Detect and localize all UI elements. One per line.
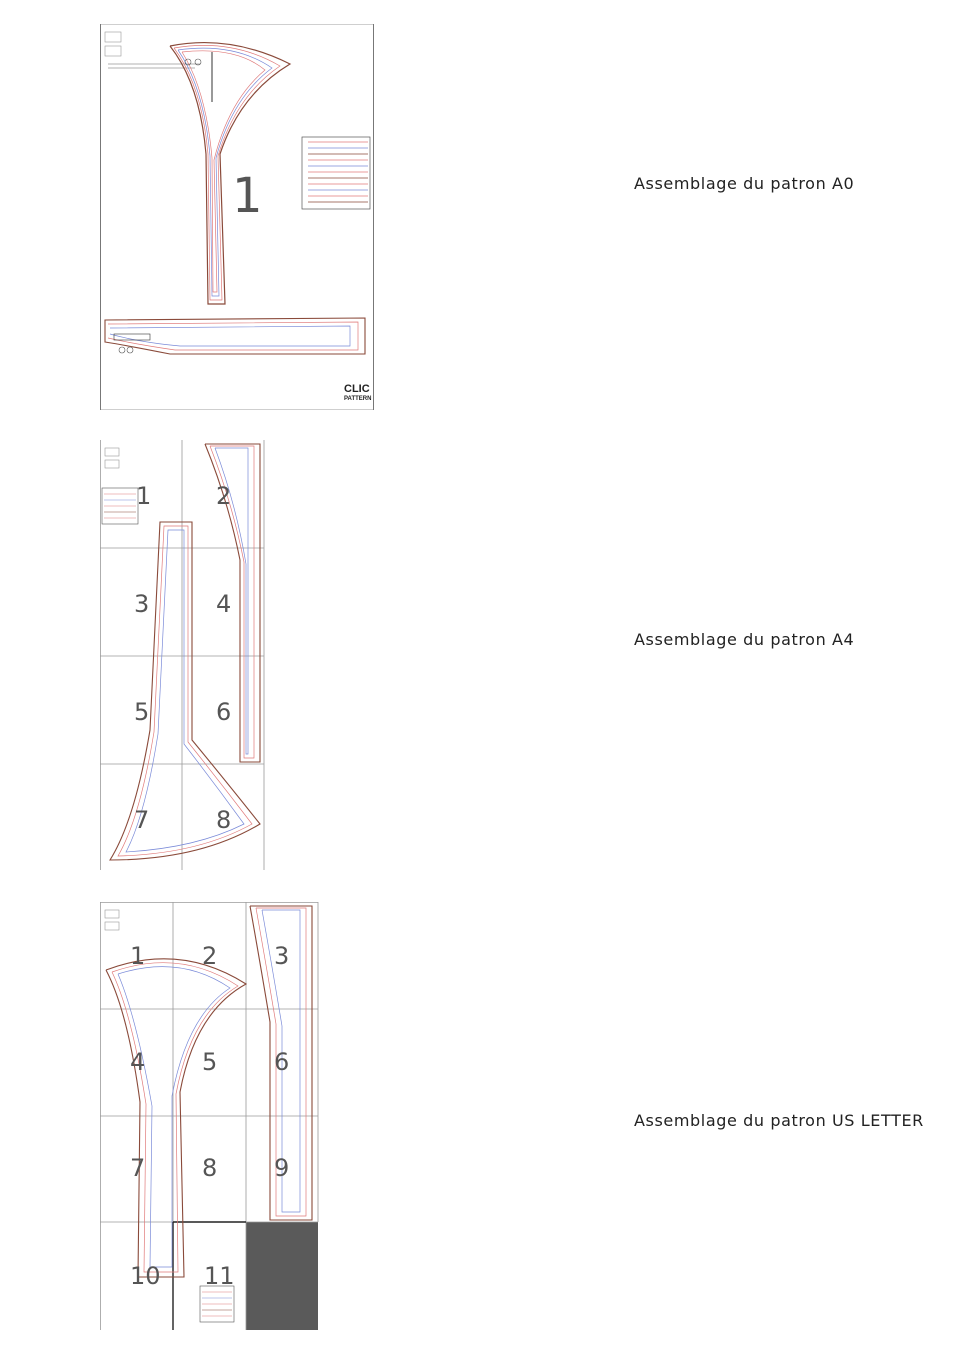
us-page-number-5: 5 [202, 1048, 218, 1076]
us-letter-pattern-sheet [100, 902, 320, 1332]
a0-pattern-drawing [100, 24, 374, 410]
us-page-number-11: 11 [204, 1262, 235, 1290]
caption-a4: Assemblage du patron A4 [634, 630, 855, 649]
a4-page-number-3: 3 [134, 590, 150, 618]
a4-pattern-sheet [100, 440, 270, 870]
us-page-number-3: 3 [274, 942, 290, 970]
caption-a0: Assemblage du patron A0 [634, 174, 855, 193]
a0-pattern-sheet [100, 24, 374, 410]
caption-us-letter: Assemblage du patron US LETTER [634, 1111, 924, 1130]
us-letter-pattern-drawing [100, 902, 320, 1332]
a4-page-number-2: 2 [216, 482, 232, 510]
us-page-number-6: 6 [274, 1048, 290, 1076]
us-page-number-10: 10 [130, 1262, 161, 1290]
a4-page-number-6: 6 [216, 698, 232, 726]
a4-page-number-7: 7 [134, 806, 150, 834]
clic-pattern-logo: CLIC [344, 383, 370, 395]
a0-page-number: 1 [232, 168, 263, 224]
us-page-number-4: 4 [130, 1048, 146, 1076]
a4-page-number-4: 4 [216, 590, 232, 618]
empty-page-cell [246, 1222, 318, 1330]
us-page-number-8: 8 [202, 1154, 218, 1182]
a4-page-number-8: 8 [216, 806, 232, 834]
svg-text:PATTERN: PATTERN [344, 396, 372, 402]
us-page-number-7: 7 [130, 1154, 146, 1182]
us-page-number-2: 2 [202, 942, 218, 970]
a4-pattern-drawing [100, 440, 270, 870]
a4-page-number-1: 1 [136, 482, 152, 510]
us-page-number-9: 9 [274, 1154, 290, 1182]
a4-page-number-5: 5 [134, 698, 150, 726]
us-page-number-1: 1 [130, 942, 146, 970]
